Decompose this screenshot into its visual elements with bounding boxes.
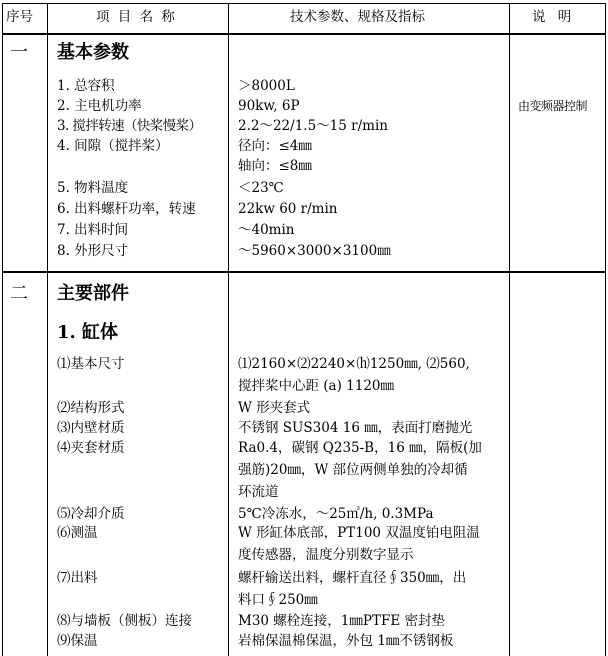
section2-value-1b: 搅拌桨中心距 (a) 1120㎜	[238, 378, 395, 394]
header-remarks: 说 明	[532, 9, 576, 25]
section1-label-5: 5. 物料温度	[57, 180, 129, 196]
section2-value-1a: ⑴2160×⑵2240×⒣1250㎜, ⑵560,	[238, 356, 470, 372]
header-divider	[2, 33, 606, 35]
section2-subtitle: 1. 缸体	[57, 322, 119, 343]
section2-label-2: ⑵结构形式	[57, 400, 125, 416]
section1-label-4: 4. 间隙（搅拌桨）	[57, 138, 169, 154]
table-border-left	[2, 3, 3, 656]
section1-value-3: 2.2～22/1.5～15 r/min	[238, 118, 388, 134]
section1-label-3: 3. 搅拌转速（快桨慢桨）	[57, 118, 202, 134]
section2-label-7: ⑺出料	[57, 570, 98, 586]
section1-number: 一	[10, 42, 28, 63]
header-number: 序号	[6, 9, 33, 25]
section1-title: 基本参数	[57, 42, 129, 63]
section2-value-4c: 环流道	[238, 484, 279, 500]
section2-label-6: ⑹测温	[57, 525, 98, 541]
section1-value-6: 22kw 60 r/min	[238, 201, 338, 217]
section2-label-5: ⑸冷却介质	[57, 506, 125, 522]
section1-note: 由变频器控制	[518, 99, 588, 113]
section2-value-9: 岩棉保温棉保温，外包 1㎜不锈钢板	[238, 633, 454, 649]
section2-value-7b: 料口∮250㎜	[238, 592, 318, 608]
section1-value-4: 径向：≤4㎜	[238, 138, 312, 154]
section2-value-8: M30 螺栓连接，1㎜PTFE 密封垫	[238, 613, 445, 629]
table-border-right	[605, 3, 606, 656]
section1-value-2: 90kw, 6P	[238, 98, 300, 114]
section1-value-7: ～40min	[238, 222, 295, 238]
section-divider	[2, 271, 606, 273]
section1-value-8: ～5960×3000×3100㎜	[238, 243, 391, 259]
section2-label-3: ⑶内壁材质	[57, 420, 125, 436]
section2-title: 主要部件	[57, 283, 129, 304]
section1-label-7: 7. 出料时间	[57, 222, 129, 238]
section2-label-8: ⑻与墙板（侧板）连接	[57, 613, 192, 629]
section1-label-8: 8. 外形尺寸	[57, 243, 129, 259]
section1-value-1: ＞8000L	[238, 78, 295, 94]
section2-value-4a: Ra0.4，碳钢 Q235-B，16 ㎜，隔板(加	[238, 440, 482, 456]
header-item-name: 项 目 名 称	[96, 9, 177, 25]
section2-value-2: W 形夹套式	[238, 400, 311, 416]
section2-value-5: 5℃冷冻水，～25㎥/h, 0.3MPa	[238, 506, 434, 522]
section1-label-6: 6. 出料螺杆功率，转速	[57, 201, 196, 217]
section2-value-6b: 度传感器，温度分别数字显示	[238, 547, 414, 563]
section2-label-4: ⑷夹套材质	[57, 440, 125, 456]
column-divider-3	[509, 3, 510, 656]
section2-label-1: ⑴基本尺寸	[57, 356, 125, 372]
column-divider-2	[228, 3, 229, 656]
section1-value-4b: 轴向：≤8㎜	[238, 158, 312, 174]
column-divider-1	[47, 3, 48, 656]
section2-label-9: ⑼保温	[57, 633, 98, 649]
header-specification: 技术参数、规格及指标	[290, 9, 425, 25]
section1-label-1: 1. 总容积	[57, 78, 115, 94]
section2-value-7a: 螺杆输送出料，螺杆直径∮350㎜，出	[238, 570, 467, 586]
section2-number: 二	[10, 283, 28, 304]
section2-value-3: 不锈钢 SUS304 16 ㎜，表面打磨抛光	[238, 420, 473, 436]
section2-value-4b: 强筋)20㎜，W 部位两侧单独的冷却循	[238, 462, 468, 478]
section2-value-6a: W 形缸体底部，PT100 双温度铂电阻温	[238, 525, 480, 541]
table-border-top	[2, 3, 606, 4]
section1-value-5: ＜23℃	[238, 180, 284, 196]
section1-label-2: 2. 主电机功率	[57, 98, 142, 114]
